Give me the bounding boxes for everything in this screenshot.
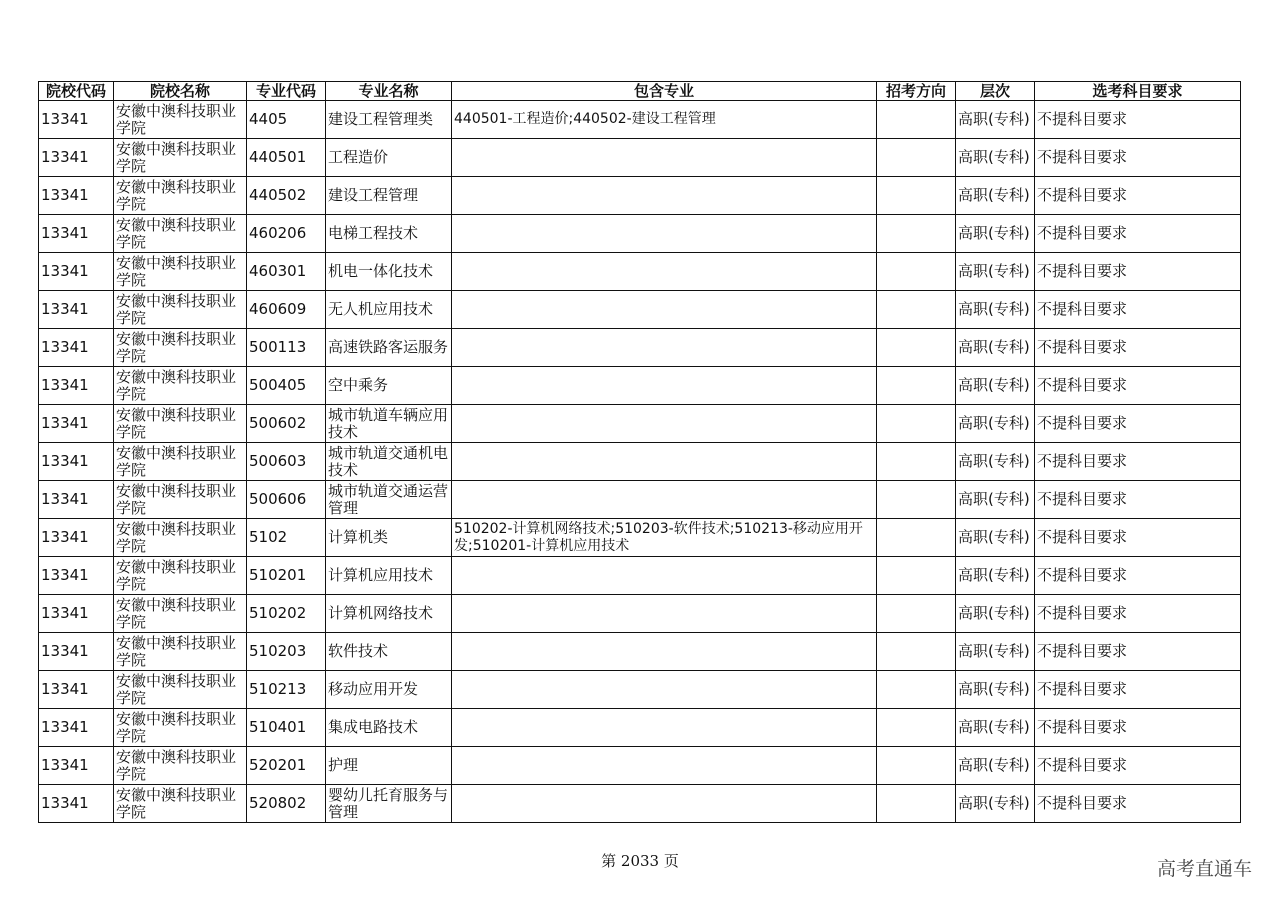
cell-major-code: 510203 — [247, 633, 326, 671]
cell-included-majors — [452, 329, 877, 367]
cell-included-majors: 440501-工程造价;440502-建设工程管理 — [452, 101, 877, 139]
cell-major-name: 婴幼儿托育服务与管理 — [326, 785, 452, 823]
table-row — [39, 633, 1241, 671]
cell-level: 高职(专科) — [956, 747, 1035, 785]
table-row — [39, 709, 1241, 747]
cell-major-code: 4405 — [247, 101, 326, 139]
cell-level: 高职(专科) — [956, 709, 1035, 747]
cell-direction — [877, 595, 956, 633]
cell-direction — [877, 215, 956, 253]
cell-level: 高职(专科) — [956, 329, 1035, 367]
cell-subject-requirement: 不提科目要求 — [1035, 215, 1241, 253]
cell-school-code: 13341 — [39, 671, 114, 709]
cell-major-name: 建设工程管理 — [326, 177, 452, 215]
cell-included-majors — [452, 557, 877, 595]
table-row — [39, 291, 1241, 329]
cell-major-code: 440502 — [247, 177, 326, 215]
cell-included-majors — [452, 215, 877, 253]
cell-direction — [877, 709, 956, 747]
cell-school-name: 安徽中澳科技职业学院 — [114, 481, 247, 519]
table-header-row — [39, 82, 1241, 101]
header-subject-requirement: 选考科目要求 — [1035, 82, 1241, 101]
table-row — [39, 405, 1241, 443]
table-row — [39, 253, 1241, 291]
cell-major-name: 建设工程管理类 — [326, 101, 452, 139]
cell-level: 高职(专科) — [956, 253, 1035, 291]
cell-level: 高职(专科) — [956, 595, 1035, 633]
cell-major-name: 计算机类 — [326, 519, 452, 557]
table-body — [39, 101, 1241, 823]
cell-subject-requirement: 不提科目要求 — [1035, 595, 1241, 633]
cell-major-name: 城市轨道交通运营管理 — [326, 481, 452, 519]
cell-major-name: 高速铁路客运服务 — [326, 329, 452, 367]
cell-major-name: 机电一体化技术 — [326, 253, 452, 291]
cell-included-majors — [452, 139, 877, 177]
cell-level: 高职(专科) — [956, 671, 1035, 709]
cell-school-code: 13341 — [39, 481, 114, 519]
watermark: 高考直通车 — [1156, 858, 1252, 880]
cell-major-code: 510401 — [247, 709, 326, 747]
table-row — [39, 481, 1241, 519]
cell-major-name: 工程造价 — [326, 139, 452, 177]
cell-school-code: 13341 — [39, 405, 114, 443]
cell-school-name: 安徽中澳科技职业学院 — [114, 139, 247, 177]
cell-major-code: 440501 — [247, 139, 326, 177]
cell-subject-requirement: 不提科目要求 — [1035, 177, 1241, 215]
table-row — [39, 139, 1241, 177]
cell-school-code: 13341 — [39, 367, 114, 405]
cell-major-name: 无人机应用技术 — [326, 291, 452, 329]
cell-major-name: 集成电路技术 — [326, 709, 452, 747]
header-school-code: 院校代码 — [39, 82, 114, 101]
cell-school-name: 安徽中澳科技职业学院 — [114, 671, 247, 709]
cell-school-code: 13341 — [39, 747, 114, 785]
cell-school-name: 安徽中澳科技职业学院 — [114, 405, 247, 443]
cell-major-code: 510201 — [247, 557, 326, 595]
header-major-code: 专业代码 — [247, 82, 326, 101]
cell-major-code: 510202 — [247, 595, 326, 633]
table-row — [39, 443, 1241, 481]
cell-level: 高职(专科) — [956, 519, 1035, 557]
cell-included-majors — [452, 405, 877, 443]
cell-major-code: 460301 — [247, 253, 326, 291]
cell-level: 高职(专科) — [956, 367, 1035, 405]
cell-major-code: 500113 — [247, 329, 326, 367]
cell-subject-requirement: 不提科目要求 — [1035, 443, 1241, 481]
table-row — [39, 785, 1241, 823]
cell-school-name: 安徽中澳科技职业学院 — [114, 709, 247, 747]
cell-direction — [877, 367, 956, 405]
cell-included-majors — [452, 177, 877, 215]
cell-school-name: 安徽中澳科技职业学院 — [114, 215, 247, 253]
cell-level: 高职(专科) — [956, 291, 1035, 329]
header-school-name: 院校名称 — [114, 82, 247, 101]
cell-school-code: 13341 — [39, 633, 114, 671]
cell-school-name: 安徽中澳科技职业学院 — [114, 747, 247, 785]
cell-included-majors — [452, 253, 877, 291]
cell-school-name: 安徽中澳科技职业学院 — [114, 177, 247, 215]
cell-subject-requirement: 不提科目要求 — [1035, 709, 1241, 747]
admissions-table — [38, 81, 1241, 823]
page-number: 第 2033 页 — [601, 852, 679, 870]
cell-school-code: 13341 — [39, 785, 114, 823]
cell-included-majors — [452, 443, 877, 481]
cell-school-name: 安徽中澳科技职业学院 — [114, 785, 247, 823]
cell-school-code: 13341 — [39, 329, 114, 367]
cell-subject-requirement: 不提科目要求 — [1035, 101, 1241, 139]
cell-subject-requirement: 不提科目要求 — [1035, 747, 1241, 785]
table-row — [39, 595, 1241, 633]
table-row — [39, 177, 1241, 215]
cell-school-code: 13341 — [39, 101, 114, 139]
cell-subject-requirement: 不提科目要求 — [1035, 405, 1241, 443]
cell-school-name: 安徽中澳科技职业学院 — [114, 519, 247, 557]
cell-major-code: 460609 — [247, 291, 326, 329]
cell-school-code: 13341 — [39, 139, 114, 177]
cell-school-name: 安徽中澳科技职业学院 — [114, 101, 247, 139]
cell-included-majors — [452, 671, 877, 709]
cell-direction — [877, 139, 956, 177]
cell-included-majors — [452, 633, 877, 671]
cell-school-name: 安徽中澳科技职业学院 — [114, 633, 247, 671]
cell-direction — [877, 557, 956, 595]
cell-subject-requirement: 不提科目要求 — [1035, 633, 1241, 671]
cell-major-code: 520201 — [247, 747, 326, 785]
cell-school-code: 13341 — [39, 595, 114, 633]
header-direction: 招考方向 — [877, 82, 956, 101]
cell-major-name: 城市轨道交通机电技术 — [326, 443, 452, 481]
cell-direction — [877, 177, 956, 215]
cell-major-name: 城市轨道车辆应用技术 — [326, 405, 452, 443]
cell-major-name: 护理 — [326, 747, 452, 785]
cell-major-code: 510213 — [247, 671, 326, 709]
table-row — [39, 557, 1241, 595]
cell-school-name: 安徽中澳科技职业学院 — [114, 595, 247, 633]
cell-level: 高职(专科) — [956, 139, 1035, 177]
table-row — [39, 215, 1241, 253]
table-row — [39, 747, 1241, 785]
cell-direction — [877, 671, 956, 709]
cell-level: 高职(专科) — [956, 405, 1035, 443]
cell-included-majors — [452, 481, 877, 519]
header-level: 层次 — [956, 82, 1035, 101]
cell-school-name: 安徽中澳科技职业学院 — [114, 557, 247, 595]
cell-level: 高职(专科) — [956, 785, 1035, 823]
cell-subject-requirement: 不提科目要求 — [1035, 519, 1241, 557]
cell-subject-requirement: 不提科目要求 — [1035, 139, 1241, 177]
cell-direction — [877, 785, 956, 823]
cell-level: 高职(专科) — [956, 215, 1035, 253]
cell-school-code: 13341 — [39, 709, 114, 747]
cell-level: 高职(专科) — [956, 557, 1035, 595]
table-row — [39, 519, 1241, 557]
cell-subject-requirement: 不提科目要求 — [1035, 329, 1241, 367]
table-row — [39, 101, 1241, 139]
cell-level: 高职(专科) — [956, 101, 1035, 139]
cell-direction — [877, 443, 956, 481]
cell-school-name: 安徽中澳科技职业学院 — [114, 253, 247, 291]
cell-major-code: 500603 — [247, 443, 326, 481]
cell-subject-requirement: 不提科目要求 — [1035, 481, 1241, 519]
header-included-majors: 包含专业 — [452, 82, 877, 101]
cell-included-majors — [452, 367, 877, 405]
table-row — [39, 329, 1241, 367]
cell-direction — [877, 253, 956, 291]
cell-included-majors: 510202-计算机网络技术;510203-软件技术;510213-移动应用开发;510201-计算机应用技术 — [452, 519, 877, 557]
cell-included-majors — [452, 595, 877, 633]
cell-school-name: 安徽中澳科技职业学院 — [114, 367, 247, 405]
cell-direction — [877, 519, 956, 557]
cell-level: 高职(专科) — [956, 633, 1035, 671]
cell-major-code: 5102 — [247, 519, 326, 557]
cell-direction — [877, 329, 956, 367]
cell-school-code: 13341 — [39, 215, 114, 253]
cell-level: 高职(专科) — [956, 177, 1035, 215]
header-major-name: 专业名称 — [326, 82, 452, 101]
cell-major-name: 空中乘务 — [326, 367, 452, 405]
cell-school-code: 13341 — [39, 519, 114, 557]
cell-major-name: 计算机应用技术 — [326, 557, 452, 595]
cell-major-code: 460206 — [247, 215, 326, 253]
cell-direction — [877, 481, 956, 519]
cell-major-code: 520802 — [247, 785, 326, 823]
cell-school-code: 13341 — [39, 557, 114, 595]
cell-school-name: 安徽中澳科技职业学院 — [114, 443, 247, 481]
table-row — [39, 671, 1241, 709]
cell-subject-requirement: 不提科目要求 — [1035, 367, 1241, 405]
cell-subject-requirement: 不提科目要求 — [1035, 785, 1241, 823]
cell-included-majors — [452, 747, 877, 785]
cell-direction — [877, 291, 956, 329]
cell-school-name: 安徽中澳科技职业学院 — [114, 291, 247, 329]
cell-school-code: 13341 — [39, 177, 114, 215]
cell-level: 高职(专科) — [956, 481, 1035, 519]
cell-subject-requirement: 不提科目要求 — [1035, 291, 1241, 329]
cell-direction — [877, 405, 956, 443]
cell-major-name: 电梯工程技术 — [326, 215, 452, 253]
cell-subject-requirement: 不提科目要求 — [1035, 253, 1241, 291]
cell-school-name: 安徽中澳科技职业学院 — [114, 329, 247, 367]
cell-subject-requirement: 不提科目要求 — [1035, 671, 1241, 709]
cell-school-code: 13341 — [39, 291, 114, 329]
cell-major-name: 软件技术 — [326, 633, 452, 671]
cell-major-code: 500602 — [247, 405, 326, 443]
cell-major-code: 500606 — [247, 481, 326, 519]
cell-level: 高职(专科) — [956, 443, 1035, 481]
cell-included-majors — [452, 709, 877, 747]
cell-included-majors — [452, 291, 877, 329]
table-row — [39, 367, 1241, 405]
cell-subject-requirement: 不提科目要求 — [1035, 557, 1241, 595]
cell-direction — [877, 747, 956, 785]
cell-direction — [877, 101, 956, 139]
cell-direction — [877, 633, 956, 671]
cell-major-name: 计算机网络技术 — [326, 595, 452, 633]
cell-major-name: 移动应用开发 — [326, 671, 452, 709]
cell-included-majors — [452, 785, 877, 823]
cell-major-code: 500405 — [247, 367, 326, 405]
cell-school-code: 13341 — [39, 443, 114, 481]
cell-school-code: 13341 — [39, 253, 114, 291]
